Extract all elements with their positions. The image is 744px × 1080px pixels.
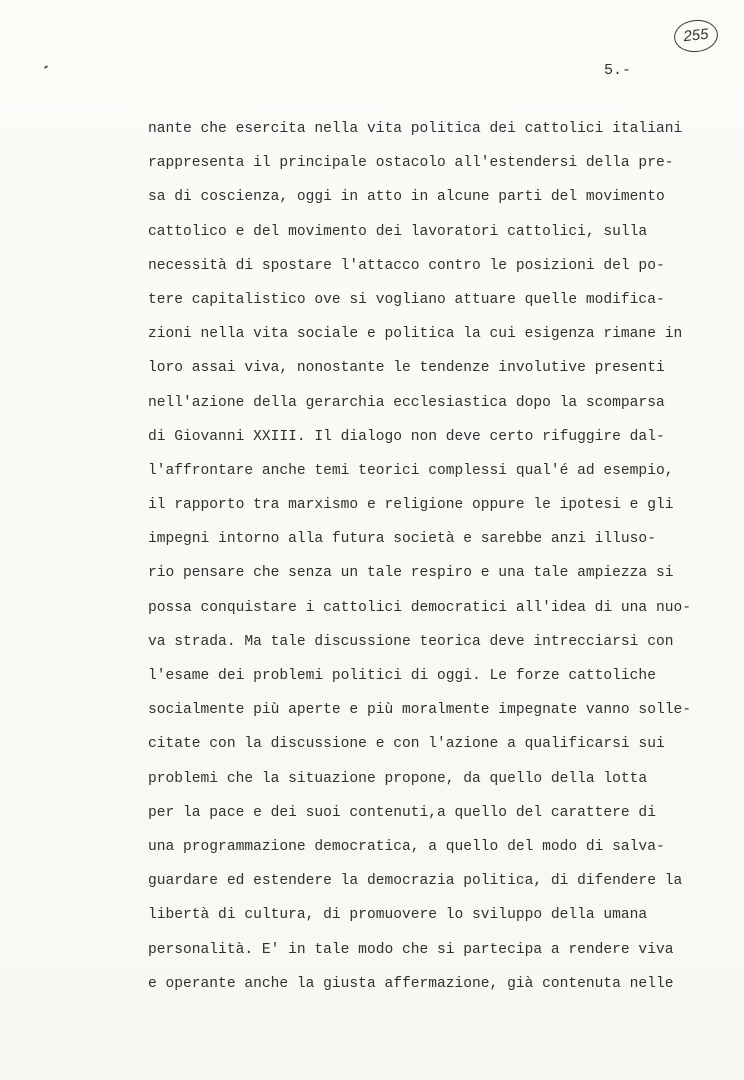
text-line: va strada. Ma tale discussione teorica deve intrecciarsi con: [148, 633, 674, 650]
text-line: l'affrontare anche temi teorici complessi qual'é ad esempio,: [148, 462, 674, 479]
text-line: una programmazione democratica, a quello del modo di salva-: [148, 838, 665, 855]
text-line: rio pensare che senza un tale respiro e una tale ampiezza si: [148, 565, 674, 582]
text-line: citate con la discussione e con l'azione a qualificarsi sui: [148, 736, 665, 753]
page-number: 5.-: [604, 62, 632, 79]
text-line: libertà di cultura, di promuovere lo sviluppo della umana: [148, 907, 648, 924]
text-line: necessità di spostare l'attacco contro le posizioni del po-: [148, 257, 665, 274]
text-line: il rapporto tra marxismo e religione oppure le ipotesi e gli: [148, 497, 674, 514]
text-line: impegni intorno alla futura società e sarebbe anzi illuso-: [148, 531, 656, 548]
text-line: cattolico e del movimento dei lavoratori cattolici, sulla: [148, 223, 648, 240]
text-line: zioni nella vita sociale e politica la cui esigenza rimane in: [148, 326, 683, 343]
text-line: nell'azione della gerarchia ecclesiastica dopo la scomparsa: [148, 394, 665, 411]
text-line: problemi che la situazione propone, da quello della lotta: [148, 770, 648, 787]
text-line: sa di coscienza, oggi in atto in alcune parti del movimento: [148, 189, 665, 206]
text-line: per la pace e dei suoi contenuti,a quello del carattere di: [148, 804, 656, 821]
text-line: rappresenta il principale ostacolo all'estendersi della pre-: [148, 155, 674, 172]
text-line: socialmente più aperte e più moralmente impegnate vanno solle-: [148, 702, 691, 719]
text-line: guardare ed estendere la democrazia politica, di difendere la: [148, 873, 683, 890]
text-line: tere capitalistico ove si vogliano attuare quelle modifica-: [148, 291, 665, 308]
body-text: [148, 112, 708, 1001]
text-line: loro assai viva, nonostante le tendenze involutive presenti: [148, 360, 665, 377]
text-line: possa conquistare i cattolici democratici all'idea di una nuo-: [148, 599, 691, 616]
text-line: di Giovanni XXIII. Il dialogo non deve certo rifuggire dal-: [148, 428, 665, 445]
page-stamp: 255: [672, 18, 719, 54]
ink-speck: [44, 65, 48, 69]
text-line: e operante anche la giusta affermazione, già contenuta nelle: [148, 975, 674, 992]
text-line: personalità. E' in tale modo che si partecipa a rendere viva: [148, 941, 674, 958]
text-line: nante che esercita nella vita politica dei cattolici italiani: [148, 121, 683, 137]
text-line: l'esame dei problemi politici di oggi. Le forze cattoliche: [148, 668, 656, 684]
